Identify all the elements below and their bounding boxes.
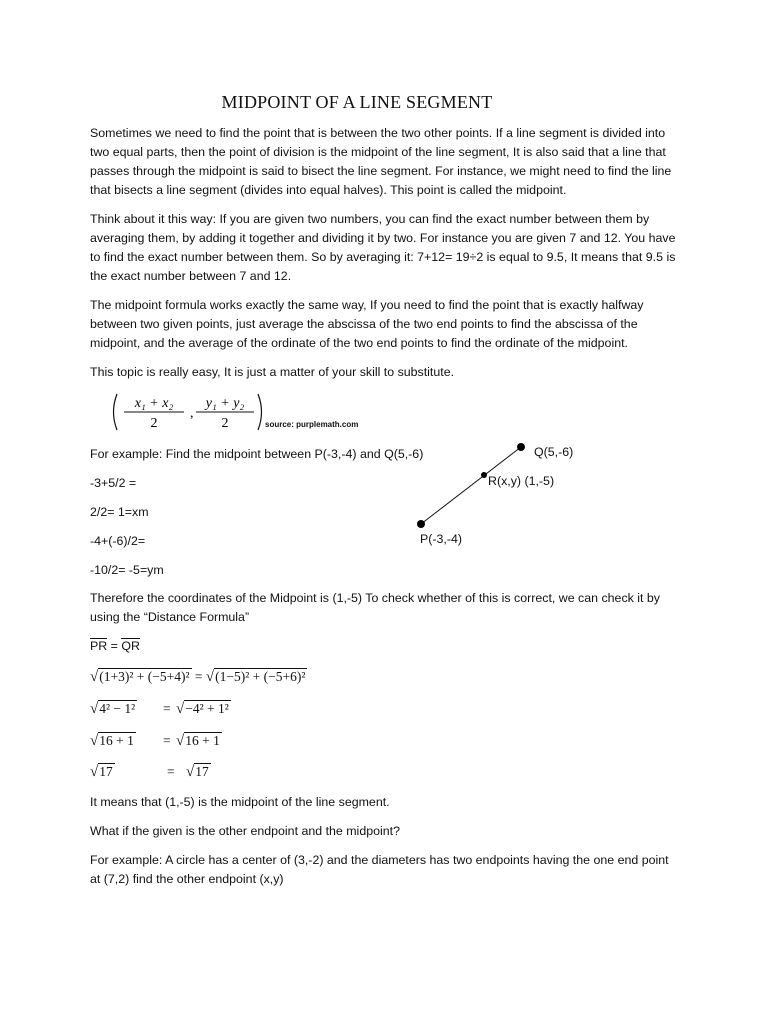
point-r-label: R(x,y) (1,-5) bbox=[488, 474, 555, 488]
formula-source: source: purplemath.com bbox=[265, 420, 359, 429]
formula-y-numerator: y₁ + y₂ bbox=[205, 396, 245, 411]
point-p-label: P(-3,-4) bbox=[420, 532, 462, 546]
sqrt-expression: √(1+3)² + (−5+4)² bbox=[90, 669, 190, 685]
closing-question: What if the given is the other endpoint and the midpoint? bbox=[90, 824, 400, 838]
point-q bbox=[517, 443, 525, 451]
sqrt-expression: √16 + 1 bbox=[90, 733, 134, 749]
example-step: 2/2= 1=xm bbox=[90, 505, 149, 519]
distance-check-row: √4² − 1² = √−4² + 1² bbox=[90, 701, 229, 717]
closing-statement: It means that (1,-5) is the midpoint of the line segment. bbox=[90, 795, 390, 809]
example-prompt: For example: Find the midpoint between P(-3,-4) and Q(5,-6) bbox=[90, 447, 424, 461]
segment-pr: PR bbox=[90, 639, 108, 653]
point-p bbox=[417, 520, 425, 528]
right-paren bbox=[258, 394, 262, 430]
paragraph-intro: Sometimes we need to find the point that is between the two other points. If a line segment is divided into two equal parts, then the point of division is the midpoint of the line segment, It is also said that a line that passes through the midpoint is said to bisect the line segment. For instance, we might need to find the line that bisects a line segment (divides into equal halves). This point is called the midpoint. bbox=[90, 126, 672, 197]
sqrt-expression: √17 bbox=[186, 764, 209, 780]
page-title: MIDPOINT OF A LINE SEGMENT bbox=[221, 92, 493, 112]
formula-x-numerator: x₁ + x₂ bbox=[134, 396, 174, 411]
equality-sign: = bbox=[107, 639, 122, 653]
sqrt-expression: √(1−5)² + (−5+6)² bbox=[205, 669, 306, 685]
formula-x-denominator: 2 bbox=[150, 416, 158, 431]
example-2-paragraph: For example: A circle has a center of (3,-2) and the diameters has two endpoints having the one end point at (7,2) find the other endpoint (x,y) bbox=[90, 853, 669, 886]
paragraph-averaging: Think about it this way: If you are given two numbers, you can find the exact number between them by averaging them, by adding it together and dividing it by two. For instance you are given 7 and 12. You have to find the exact number between them. So by averaging it: 7+12= 19÷2 is equal to 9.5, It means that 9.5 is the exact number between 7 and 12. bbox=[90, 212, 676, 283]
example-step: -3+5/2 = bbox=[90, 476, 137, 490]
formula-y-denominator: 2 bbox=[221, 416, 229, 431]
paragraph-midpoint-formula: The midpoint formula works exactly the same way, If you need to find the point that is exactly halfway between two given points, just average the abscissa of the two end points to find the abscissa of the midpoint, and the average of the ordinate of the two end points to find the ordinate of the midpoint. bbox=[90, 298, 644, 350]
left-paren bbox=[114, 394, 118, 430]
sqrt-expression: √−4² + 1² bbox=[176, 701, 229, 717]
example-step: -10/2= -5=ym bbox=[90, 563, 164, 577]
segment-qr: QR bbox=[121, 639, 140, 653]
sqrt-expression: √4² − 1² bbox=[90, 701, 136, 717]
example-step: -4+(-6)/2= bbox=[90, 534, 146, 548]
formula-comma: , bbox=[190, 406, 194, 421]
point-q-label: Q(5,-6) bbox=[534, 445, 574, 459]
distance-check-row: √(1+3)² + (−5+4)² = √(1−5)² + (−5+6)² bbox=[90, 669, 306, 685]
segment-equality bbox=[90, 637, 140, 655]
topic-line: This topic is really easy, It is just a matter of your skill to substitute. bbox=[90, 365, 455, 379]
sqrt-expression: √16 + 1 bbox=[176, 733, 220, 749]
midpoint-formula bbox=[108, 390, 278, 434]
point-r bbox=[481, 472, 487, 478]
distance-check-row: √16 + 1 = √16 + 1 bbox=[90, 733, 220, 749]
conclusion-paragraph: Therefore the coordinates of the Midpoint is (1,-5) To check whether of this is correct, we can check it by using the “Distance Formula” bbox=[90, 591, 661, 624]
sqrt-expression: √17 bbox=[90, 764, 113, 780]
distance-check-row: √17 = √17 bbox=[90, 764, 209, 780]
